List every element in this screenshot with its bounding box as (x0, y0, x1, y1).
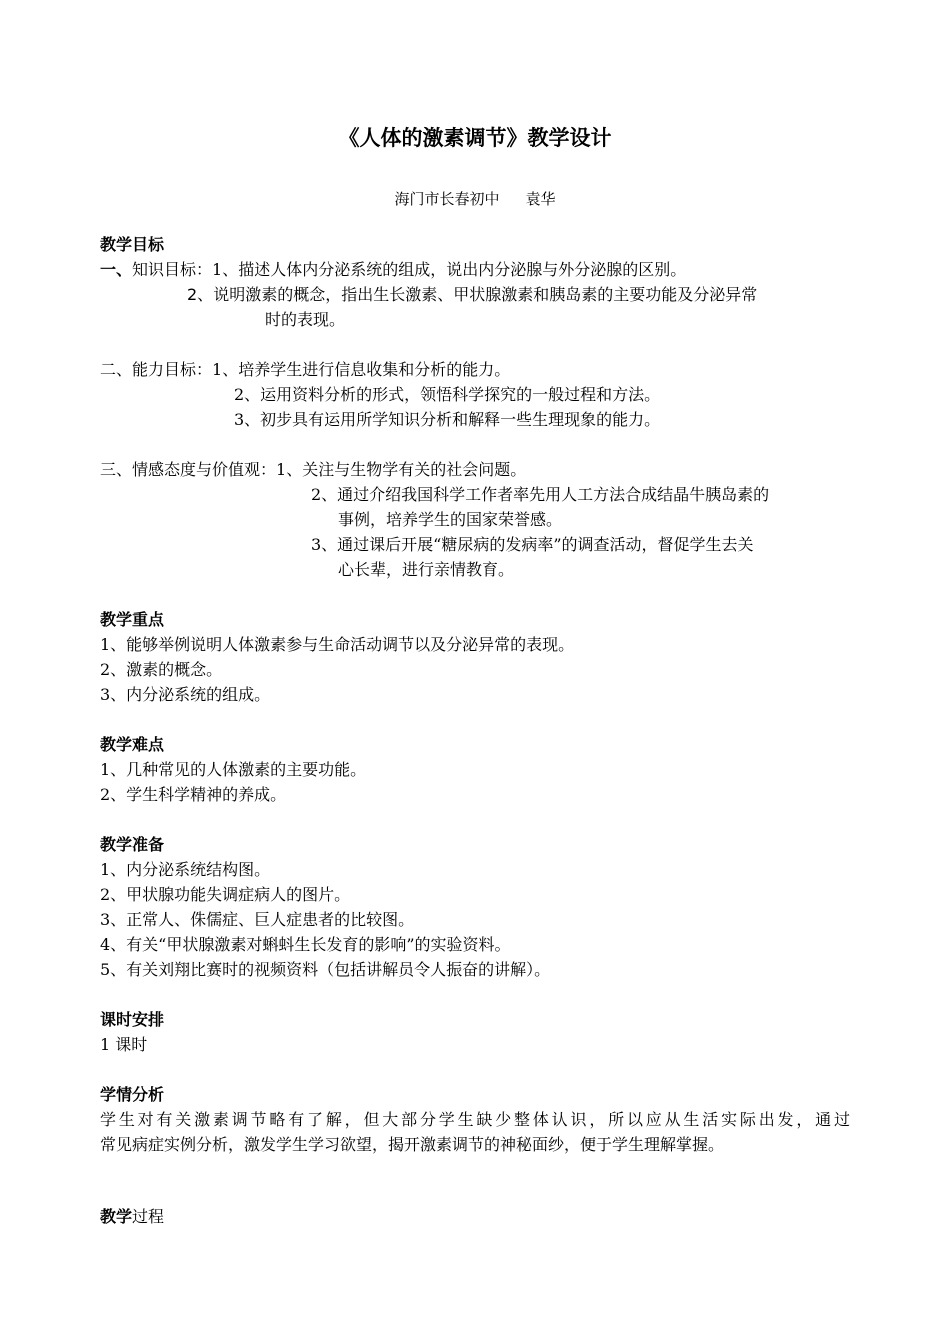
key-point-item: 3、内分泌系统的组成。 (100, 685, 271, 704)
attitude-item-3: 3、通过课后开展“糖尿病的发病率”的调查活动，督促学生去关 (311, 535, 754, 554)
knowledge-item-1: 1、描述人体内分泌系统的组成，说出内分泌腺与外分泌腺的区别。 (212, 260, 687, 279)
knowledge-item-2-num: 2、 (187, 285, 214, 304)
analysis-heading: 学情分析 (100, 1085, 165, 1104)
ability-item-2: 2、运用资料分析的形式，领悟科学探究的一般过程和方法。 (234, 385, 661, 404)
schedule-heading: 课时安排 (100, 1010, 165, 1029)
difficulties-heading: 教学难点 (100, 735, 165, 754)
process-heading-rest: 过程 (132, 1207, 165, 1226)
knowledge-item-2-cont: 时的表现。 (265, 310, 346, 329)
preparation-item: 4、有关“甲状腺激素对蝌蚪生长发育的影响”的实验资料。 (100, 935, 511, 954)
attitude-item-2-cont: 事例，培养学生的国家荣誉感。 (338, 510, 563, 529)
document-title: 《人体的激素调节》教学设计 (338, 126, 612, 150)
key-point-item: 2、激素的概念。 (100, 660, 223, 679)
ability-label: 二、能力目标： (100, 360, 213, 379)
preparation-item: 5、有关刘翔比赛时的视频资料（包括讲解员令人振奋的讲解）。 (100, 960, 551, 979)
author-school: 海门市长春初中 (394, 190, 500, 208)
analysis-line-1: 学生对有关激素调节略有了解，但大部分学生缺少整体认识，所以应从生活实际出发，通过 (100, 1110, 850, 1129)
preparation-item: 2、甲状腺功能失调症病人的图片。 (100, 885, 351, 904)
difficulty-item: 1、几种常见的人体激素的主要功能。 (100, 760, 367, 779)
analysis-line-2: 常见病症实例分析，激发学生学习欲望，揭开激素调节的神秘面纱，便于学生理解掌握。 (100, 1135, 725, 1154)
knowledge-item-2-text: 说明激素的概念，指出生长激素、甲状腺激素和胰岛素的主要功能及分泌异常 (213, 285, 758, 304)
process-heading (100, 1207, 164, 1227)
schedule-text: 1 课时 (100, 1035, 148, 1054)
attitude-objective-line (100, 460, 526, 480)
objectives-heading: 教学目标 (100, 235, 165, 254)
attitude-item-3-cont: 心长辈，进行亲情教育。 (338, 560, 515, 579)
knowledge-prefix: 一、 (100, 260, 133, 279)
ability-objective-line (100, 360, 510, 380)
attitude-label: 三、情感态度与价值观： (100, 460, 277, 479)
knowledge-item-2-line (187, 285, 757, 305)
preparation-heading: 教学准备 (100, 835, 165, 854)
preparation-item: 1、内分泌系统结构图。 (100, 860, 271, 879)
preparation-item: 3、正常人、侏儒症、巨人症患者的比较图。 (100, 910, 415, 929)
key-points-heading: 教学重点 (100, 610, 165, 629)
knowledge-objective-line (100, 260, 686, 280)
attitude-item-2: 2、通过介绍我国科学工作者率先用人工方法合成结晶牛胰岛素的 (311, 485, 770, 504)
key-point-item: 1、能够举例说明人体激素参与生命活动调节以及分泌异常的表现。 (100, 635, 575, 654)
process-heading-bold: 教学 (100, 1207, 133, 1226)
author-line (0, 188, 950, 209)
difficulty-item: 2、学生科学精神的养成。 (100, 785, 287, 804)
knowledge-label: 知识目标： (132, 260, 213, 279)
author-name: 袁华 (525, 190, 556, 208)
attitude-item-1: 1、关注与生物学有关的社会问题。 (276, 460, 527, 479)
ability-item-1: 1、培养学生进行信息收集和分析的能力。 (212, 360, 511, 379)
ability-item-3: 3、初步具有运用所学知识分析和解释一些生理现象的能力。 (234, 410, 661, 429)
